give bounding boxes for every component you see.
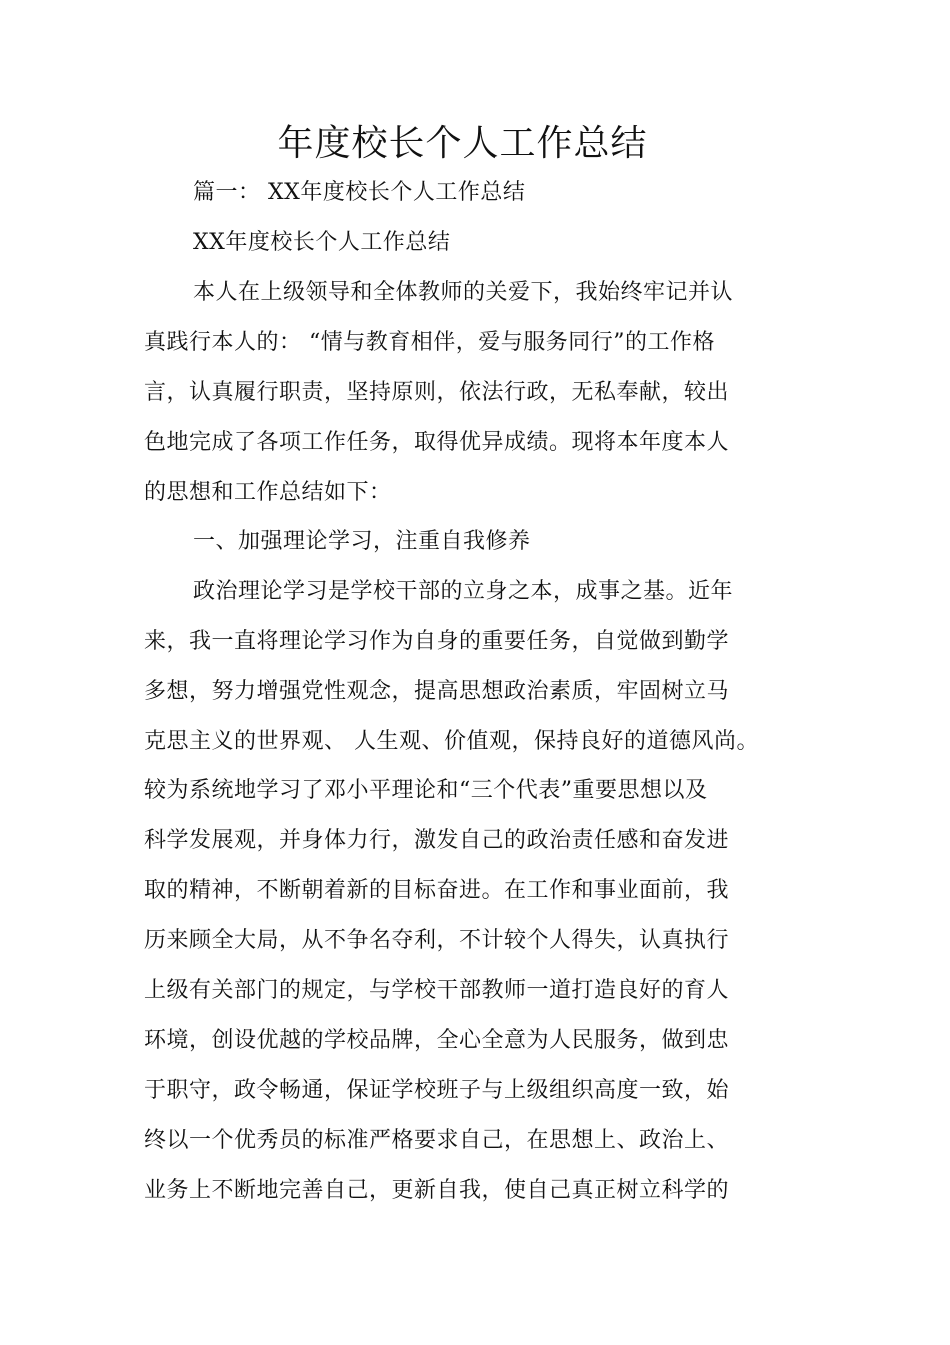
paragraph-line: 较为系统地学习了邓小平理论和“三个代表”重要思想以及: [144, 778, 708, 803]
section-heading-2: 一、加强理论学习，注重自我修养: [193, 529, 531, 554]
paragraph-line: 真践行本人的： “情与教育相伴，爱与服务同行”的工作格: [144, 330, 715, 355]
paragraph-line: 终以一个优秀员的标准严格要求自己，在思想上、政治上、: [144, 1128, 730, 1153]
paragraph-line: 环境，创设优越的学校品牌，全心全意为人民服务，做到忠: [144, 1028, 730, 1053]
paragraph-line: 克思主义的世界观、 人生观、价值观，保持良好的道德风尚。: [144, 729, 759, 754]
section-heading-1: 篇一： XX年度校长个人工作总结: [193, 180, 526, 205]
paragraph-line: 科学发展观，并身体力行，激发自己的政治责任感和奋发进: [144, 828, 730, 853]
paragraph-line: 取的精神，不断朝着新的目标奋进。在工作和事业面前，我: [144, 878, 730, 903]
paragraph-line: 政治理论学习是学校干部的立身之本，成事之基。近年: [193, 579, 734, 604]
paragraph-line: 的思想和工作总结如下：: [144, 480, 392, 505]
paragraph-line: 多想，努力增强党性观念，提高思想政治素质，牢固树立马: [144, 679, 730, 704]
paragraph-line: 本人在上级领导和全体教师的关爱下，我始终牢记并认: [193, 280, 734, 305]
document-title: 年度校长个人工作总结: [277, 123, 648, 164]
subtitle-line: XX年度校长个人工作总结: [193, 230, 451, 255]
paragraph-line: 色地完成了各项工作任务，取得优异成绩。现将本年度本人: [144, 430, 730, 455]
paragraph-line: 于职守，政令畅通，保证学校班子与上级组织高度一致，始: [144, 1078, 730, 1103]
paragraph-line: 来，我一直将理论学习作为自身的重要任务，自觉做到勤学: [144, 629, 730, 654]
paragraph-line: 业务上不断地完善自己，更新自我，使自己真正树立科学的: [144, 1178, 730, 1203]
paragraph-line: 言，认真履行职责，坚持原则，依法行政，无私奉献，较出: [144, 380, 730, 405]
paragraph-line: 上级有关部门的规定，与学校干部教师一道打造良好的育人: [144, 978, 730, 1003]
paragraph-line: 历来顾全大局，从不争名夺利，不计较个人得失，认真执行: [144, 928, 730, 953]
